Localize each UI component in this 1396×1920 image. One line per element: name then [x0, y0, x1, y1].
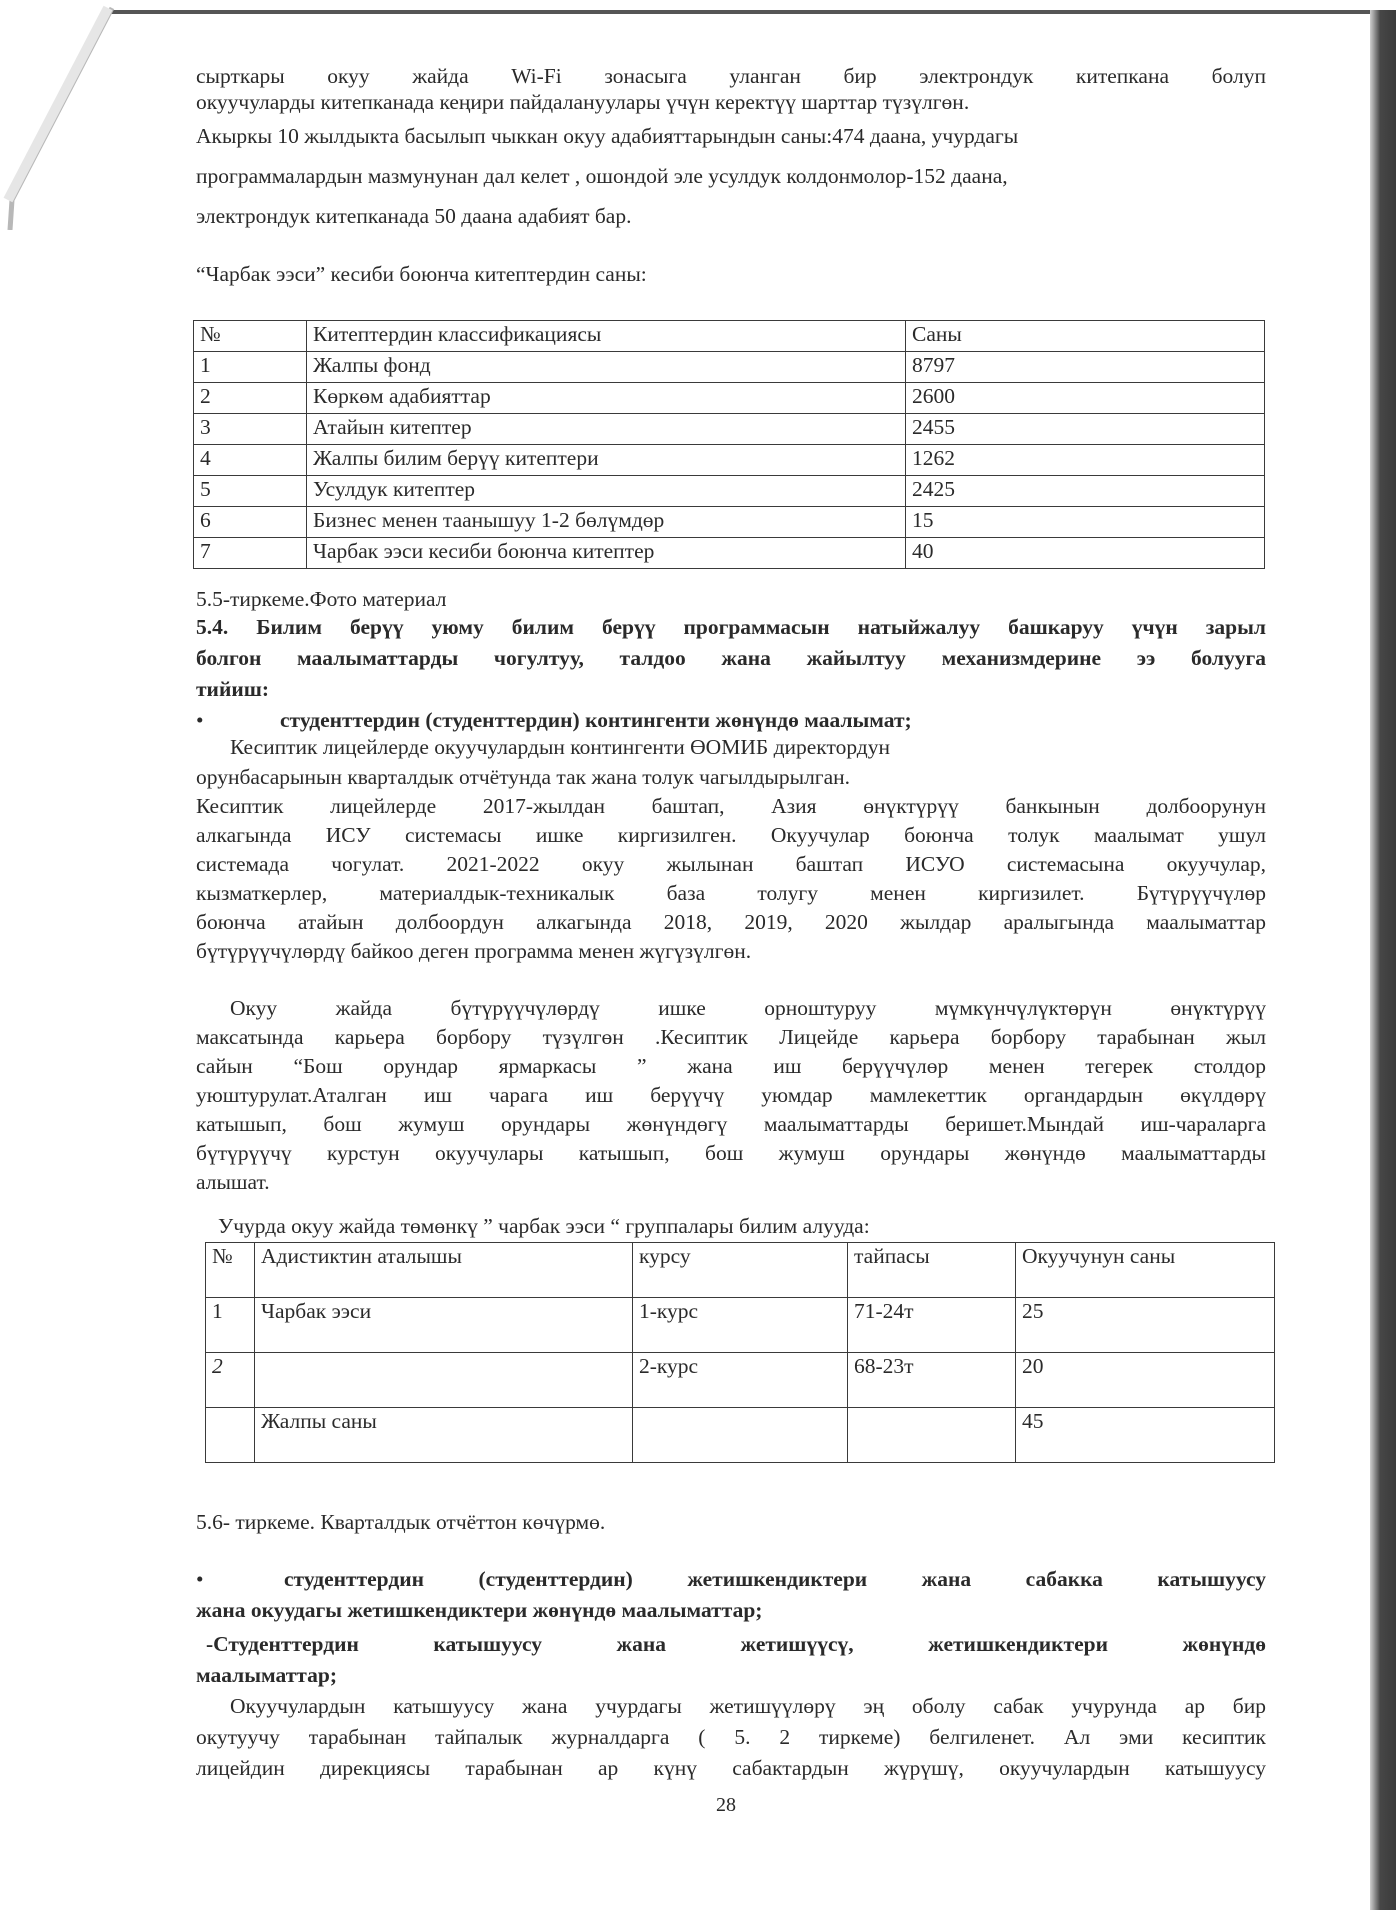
table-row	[194, 445, 1265, 476]
cell-group: 68-23т	[848, 1353, 1016, 1408]
table-row	[206, 1353, 1275, 1408]
cell-number: 5	[194, 476, 307, 507]
cell-count: 40	[906, 538, 1265, 569]
cell-course	[633, 1408, 848, 1463]
cell-count: 1262	[906, 445, 1265, 476]
para-isu-line-4: кызматкерлер, материалдык-техникалык база толугу менен киргизилет. Бүтүрүүчүлөр	[196, 881, 1266, 905]
bullet-icon: •	[196, 1567, 204, 1591]
intro-line-4: программалардын мазмунунан дал келет , ошондой эле усулдук колдонмолор-152 даана,	[196, 164, 1008, 188]
table2-caption: Учурда окуу жайда төмөнкү ” чарбак ээси “ группалары билим алууда:	[218, 1214, 870, 1238]
table-header-row	[194, 321, 1265, 352]
cell-number: 3	[194, 414, 307, 445]
cell-count: 2600	[906, 383, 1265, 414]
subhead-attendance-line-1: -Студенттердин катышуусу жана жетишүүсү, жетишкендиктери жөнүндө	[206, 1632, 1266, 1656]
table1-caption: “Чарбак ээси” кесиби боюнча китептердин саны:	[196, 262, 647, 286]
para-career-line-2: максатында карьера борбору түзүлгөн .Кесиптик Лицейде карьера борбору тарабынан жыл	[196, 1025, 1266, 1049]
cell-number: 1	[206, 1298, 255, 1353]
intro-line-5: электрондук китепканада 50 даана адабият бар.	[196, 204, 632, 228]
cell-number: 6	[194, 507, 307, 538]
scan-right-edge	[1370, 10, 1396, 1910]
para-career-line-4: уюштурулат.Аталган иш чарага иш берүүчү уюмдар мамлекеттик органдардын өкүлдөрү	[196, 1083, 1266, 1107]
cell-number: 7	[194, 538, 307, 569]
header-cell-group: тайпасы	[848, 1243, 1016, 1298]
cell-number: 2	[194, 383, 307, 414]
header-cell-count: Саны	[906, 321, 1265, 352]
para-isu-line-2: алкагында ИСУ системасы ишке киргизилген. Окуучулар боюнча толук маалымат ушул	[196, 823, 1266, 847]
cell-count: 15	[906, 507, 1265, 538]
intro-line-2: окуучуларды китепканада кеңири пайдалануулары үчүн керектүү шарттар түзүлгөн.	[196, 90, 970, 114]
para-attendance-line-3: лицейдин дирекциясы тарабынан ар күнү сабактардын жүрүшү, окуучулардын катышуусу	[196, 1756, 1266, 1780]
cell-number: 1	[194, 352, 307, 383]
cell-count: 2455	[906, 414, 1265, 445]
appendix-5-6-caption: 5.6- тиркеме. Кварталдык отчёттон көчүрмө.	[196, 1510, 606, 1534]
section-5-4-heading-line-2: болгон маалыматтарды чогултуу, талдоо жана жайылтуу механизмдерине ээ болууга	[196, 646, 1266, 670]
cell-course: 2-курс	[633, 1353, 848, 1408]
cell-total-count: 45	[1016, 1408, 1275, 1463]
para-isu-line-5: боюнча атайын долбоордун алкагында 2018, 2019, 2020 жылдар аралыгында маалыматтар	[196, 910, 1266, 934]
cell-count: 2425	[906, 476, 1265, 507]
cell-number: 4	[194, 445, 307, 476]
para-isu-line-1: Кесиптик лицейлерде 2017-жылдан баштап, Азия өнүктүрүү банкынын долбоорунун	[196, 794, 1266, 818]
header-cell-student-count: Окуучунун саны	[1016, 1243, 1275, 1298]
para-contingent-line-2: орунбасарынын кварталдык отчётунда так жана толук чагылдырылган.	[196, 765, 851, 789]
para-attendance-line-2: окутуучу тарабынан тайпалык журналдарга ( 5. 2 тиркеме) белгиленет. Ал эми кесиптик	[196, 1725, 1266, 1749]
bullet-achievements-line-1: студенттердин (студенттердин) жетишкендиктери жана сабакка катышуусу	[284, 1567, 1266, 1591]
cell-classification: Көркөм адабияттар	[307, 383, 906, 414]
cell-specialty: Чарбак ээси	[255, 1298, 633, 1353]
cell-classification: Жалпы билим берүү китептери	[307, 445, 906, 476]
cell-group: 71-24т	[848, 1298, 1016, 1353]
table-row	[206, 1298, 1275, 1353]
bullet-icon: •	[196, 708, 204, 732]
header-cell-specialty: Адистиктин аталышы	[255, 1243, 633, 1298]
page-number: 28	[716, 1794, 736, 1816]
para-career-line-1: Окуу жайда бүтүрүүчүлөрдү ишке орноштуруу мүмкүнчүлүктөрүн өнүктүрүү	[230, 996, 1266, 1020]
cell-total-label: Жалпы саны	[255, 1408, 633, 1463]
books-classification-table	[193, 320, 1265, 569]
cell-student-count: 25	[1016, 1298, 1275, 1353]
intro-line-1: сырткары окуу жайда Wi-Fi зонасыга уланган бир электрондук китепкана болуп	[196, 64, 1266, 88]
section-5-4-heading-line-1: 5.4. Билим берүү уюму билим берүү программасын натыйжалуу башкаруу үчүн зарыл	[196, 615, 1266, 639]
table-header-row	[206, 1243, 1275, 1298]
subhead-attendance-line-2: маалыматтар;	[196, 1663, 337, 1687]
para-career-line-3: сайын “Бош орундар ярмаркасы ” жана иш берүүчүлөр менен тегерек столдор	[196, 1054, 1266, 1078]
table-row	[194, 414, 1265, 445]
header-cell-number: №	[206, 1243, 255, 1298]
appendix-5-5-caption: 5.5-тиркеме.Фото материал	[196, 587, 447, 611]
table-row	[194, 383, 1265, 414]
para-contingent-line-1: Кесиптик лицейлерде окуучулардын контингенти ӨОМИБ директордун	[230, 735, 890, 759]
cell-classification: Атайын китептер	[307, 414, 906, 445]
table-row	[194, 507, 1265, 538]
header-cell-number: №	[194, 321, 307, 352]
bullet-contingent: студенттердин (студенттердин) контингенти жөнүндө маалымат;	[280, 708, 912, 732]
cell-number: 2	[206, 1353, 255, 1408]
cell-group	[848, 1408, 1016, 1463]
section-5-4-heading-line-3: тийиш:	[196, 677, 270, 701]
cell-classification: Жалпы фонд	[307, 352, 906, 383]
student-groups-table	[205, 1242, 1275, 1463]
para-isu-line-6: бүтүрүүчүлөрдү байкоо деген программа менен жүгүзүлгөн.	[196, 939, 752, 963]
table-row	[194, 538, 1265, 569]
intro-line-3: Акыркы 10 жылдыкта басылып чыккан окуу адабияттарындын саны:474 даана, учурдагы	[196, 124, 1019, 148]
cell-classification: Чарбак ээси кесиби боюнча китептер	[307, 538, 906, 569]
table-total-row	[206, 1408, 1275, 1463]
header-cell-course: курсу	[633, 1243, 848, 1298]
para-isu-line-3: системада чогулат. 2021-2022 окуу жылынан баштап ИСУО системасына окуучулар,	[196, 852, 1266, 876]
para-attendance-line-1: Окуучулардын катышуусу жана учурдагы жетишүүлөрү эң оболу сабак учурунда ар бир	[230, 1694, 1266, 1718]
table-row	[194, 476, 1265, 507]
header-cell-classification: Китептердин классификациясы	[307, 321, 906, 352]
para-career-line-5: катышып, бош жумуш орундары жөнүндөгү маалыматтарды беришет.Мындай иш-чараларга	[196, 1112, 1266, 1136]
cell-classification: Бизнес менен таанышуу 1-2 бөлүмдөр	[307, 507, 906, 538]
para-career-line-6: бүтүрүүчү курстун окуучулары катышып, бош жумуш орундары жөнүндө маалыматтарды	[196, 1141, 1266, 1165]
bullet-achievements-line-2: жана окуудагы жетишкендиктери жөнүндө маалыматтар;	[196, 1598, 763, 1622]
table-row	[194, 352, 1265, 383]
cell-specialty	[255, 1353, 633, 1408]
para-career-line-7: алышат.	[196, 1170, 270, 1194]
cell-classification: Усулдук китептер	[307, 476, 906, 507]
cell-count: 8797	[906, 352, 1265, 383]
cell-course: 1-курс	[633, 1298, 848, 1353]
cell-student-count: 20	[1016, 1353, 1275, 1408]
cell-number	[206, 1408, 255, 1463]
